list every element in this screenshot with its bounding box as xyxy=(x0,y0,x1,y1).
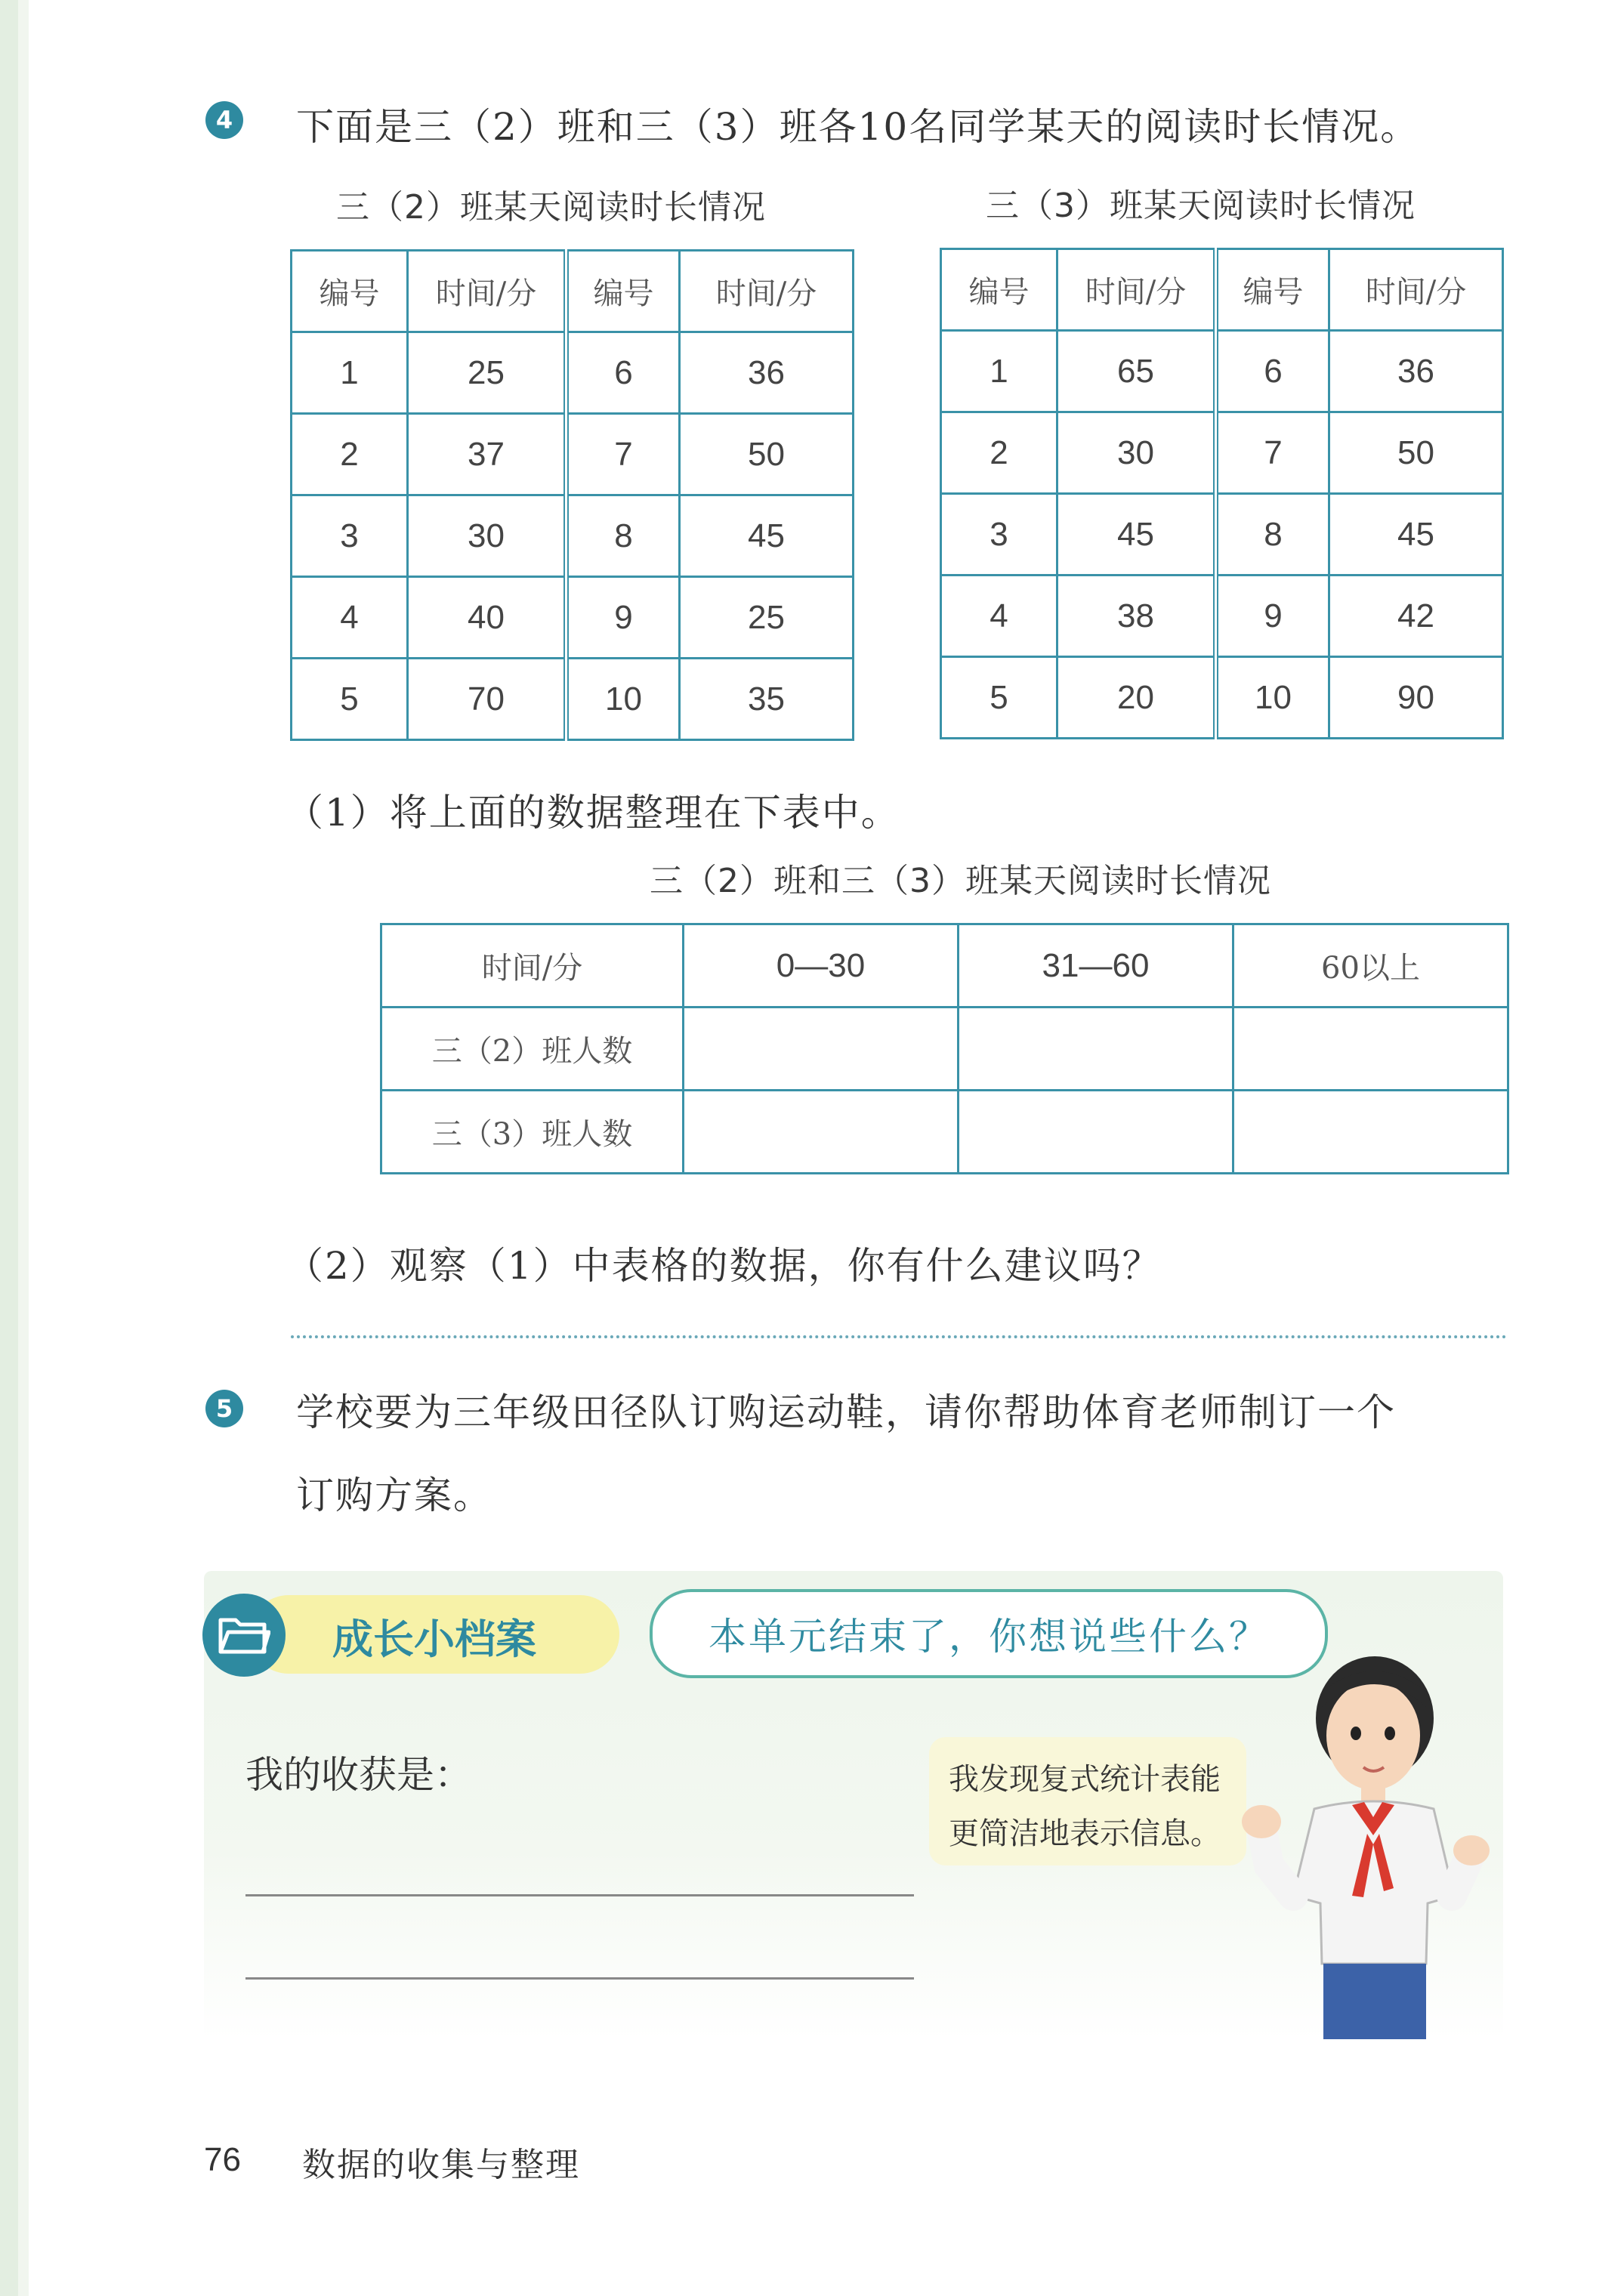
table-a-cell: 6 xyxy=(567,332,680,414)
question-5-number: 5 xyxy=(215,1394,233,1423)
table-a-cell: 2 xyxy=(292,414,408,495)
table-row xyxy=(292,577,854,659)
table-a-cell: 37 xyxy=(408,414,567,495)
table-b-cell: 8 xyxy=(1216,494,1329,576)
table-b-title: 三（3）班某天阅读时长情况 xyxy=(986,187,1416,225)
folder-badge xyxy=(202,1594,286,1677)
answer-cell[interactable] xyxy=(959,1091,1233,1174)
table-a xyxy=(290,249,854,741)
table-b-header: 编号 xyxy=(941,249,1057,331)
summary-row-label: 三（2）班人数 xyxy=(381,1008,684,1091)
table-a-cell: 45 xyxy=(680,495,854,577)
table-a-header: 时间/分 xyxy=(680,251,854,332)
table-b-cell: 1 xyxy=(941,331,1057,412)
table-a-cell: 4 xyxy=(292,577,408,659)
table-b-cell: 50 xyxy=(1329,412,1503,494)
summary-table-header: 60以上 xyxy=(1233,924,1508,1008)
page-edge-strip-inner xyxy=(18,0,29,2296)
table-b-cell: 30 xyxy=(1057,412,1216,494)
answer-dotted-line[interactable] xyxy=(291,1335,1507,1338)
table-a-header: 编号 xyxy=(567,251,680,332)
page-edge-strip xyxy=(0,0,18,2296)
chapter-title: 数据的收集与整理 xyxy=(302,2146,580,2184)
table-a-cell: 9 xyxy=(567,577,680,659)
table-row xyxy=(941,412,1503,494)
table-row xyxy=(381,1091,1508,1174)
question-5-line-1: 学校要为三年级田径队订购运动鞋，请你帮助体育老师制订一个 xyxy=(296,1390,1396,1434)
table-row xyxy=(941,331,1503,412)
table-a-cell: 30 xyxy=(408,495,567,577)
answer-cell[interactable] xyxy=(1233,1008,1508,1091)
table-a-cell: 36 xyxy=(680,332,854,414)
table-b-cell: 7 xyxy=(1216,412,1329,494)
answer-cell[interactable] xyxy=(1233,1091,1508,1174)
table-b-cell: 45 xyxy=(1329,494,1503,576)
archive-prompt-bubble xyxy=(650,1589,1328,1678)
table-b-header: 编号 xyxy=(1216,249,1329,331)
table-a-cell: 50 xyxy=(680,414,854,495)
summary-table-header: 0—30 xyxy=(684,924,959,1008)
table-a-cell: 1 xyxy=(292,332,408,414)
table-b-header: 时间/分 xyxy=(1057,249,1216,331)
table-b xyxy=(940,248,1504,739)
archive-title: 成长小档案 xyxy=(332,1616,536,1663)
table-row xyxy=(292,659,854,740)
table-row xyxy=(941,657,1503,739)
table-a-cell: 3 xyxy=(292,495,408,577)
table-b-cell: 20 xyxy=(1057,657,1216,739)
table-a-cell: 25 xyxy=(408,332,567,414)
question-4-prompt: 下面是三（2）班和三（3）班各10名同学某天的阅读时长情况。 xyxy=(296,105,1420,149)
table-a-cell: 70 xyxy=(408,659,567,740)
table-row xyxy=(381,1008,1508,1091)
table-row xyxy=(941,494,1503,576)
gain-label: 我的收获是： xyxy=(245,1753,472,1797)
table-row xyxy=(941,576,1503,657)
table-row xyxy=(292,495,854,577)
subquestion-1: （1）将上面的数据整理在下表中。 xyxy=(286,791,900,835)
archive-prompt: 本单元结束了，你想说些什么？ xyxy=(709,1615,1269,1659)
table-b-cell: 9 xyxy=(1216,576,1329,657)
answer-line-2[interactable] xyxy=(245,1977,914,1980)
question-4-number: 4 xyxy=(215,106,233,134)
table-a-cell: 40 xyxy=(408,577,567,659)
table-b-cell: 6 xyxy=(1216,331,1329,412)
summary-table-title: 三（2）班和三（3）班某天阅读时长情况 xyxy=(650,862,1271,900)
table-a-cell: 7 xyxy=(567,414,680,495)
summary-table xyxy=(380,923,1509,1174)
table-b-cell: 38 xyxy=(1057,576,1216,657)
table-b-cell: 3 xyxy=(941,494,1057,576)
table-a-cell: 8 xyxy=(567,495,680,577)
summary-table-header: 31—60 xyxy=(959,924,1233,1008)
table-a-cell: 5 xyxy=(292,659,408,740)
answer-cell[interactable] xyxy=(684,1091,959,1174)
table-a-cell: 35 xyxy=(680,659,854,740)
table-a-cell: 25 xyxy=(680,577,854,659)
folder-icon xyxy=(218,1614,270,1656)
table-b-cell: 42 xyxy=(1329,576,1503,657)
answer-cell[interactable] xyxy=(959,1008,1233,1091)
table-b-cell: 65 xyxy=(1057,331,1216,412)
table-a-title: 三（2）班某天阅读时长情况 xyxy=(336,188,766,227)
table-b-cell: 2 xyxy=(941,412,1057,494)
question-5-badge xyxy=(205,1390,243,1427)
speech-bubble xyxy=(929,1737,1246,1866)
table-a-cell: 10 xyxy=(567,659,680,740)
table-b-header: 时间/分 xyxy=(1329,249,1503,331)
table-a-header: 编号 xyxy=(292,251,408,332)
speech-line-2: 更简洁地表示信息。 xyxy=(949,1816,1221,1851)
boy-illustration xyxy=(1239,1646,1496,2039)
answer-line-1[interactable] xyxy=(245,1894,914,1896)
answer-cell[interactable] xyxy=(684,1008,959,1091)
table-b-cell: 36 xyxy=(1329,331,1503,412)
summary-table-header: 时间/分 xyxy=(381,924,684,1008)
summary-row-label: 三（3）班人数 xyxy=(381,1091,684,1174)
table-b-cell: 5 xyxy=(941,657,1057,739)
question-4-badge xyxy=(205,101,243,139)
subquestion-2: （2）观察（1）中表格的数据，你有什么建议吗？ xyxy=(286,1244,1162,1288)
table-b-cell: 90 xyxy=(1329,657,1503,739)
speech-line-1: 我发现复式统计表能 xyxy=(949,1762,1221,1797)
table-row xyxy=(292,332,854,414)
table-b-cell: 4 xyxy=(941,576,1057,657)
table-b-cell: 45 xyxy=(1057,494,1216,576)
question-5-line-2: 订购方案。 xyxy=(296,1474,492,1517)
page-number: 76 xyxy=(204,2141,241,2178)
table-b-cell: 10 xyxy=(1216,657,1329,739)
table-a-header: 时间/分 xyxy=(408,251,567,332)
table-row xyxy=(292,414,854,495)
